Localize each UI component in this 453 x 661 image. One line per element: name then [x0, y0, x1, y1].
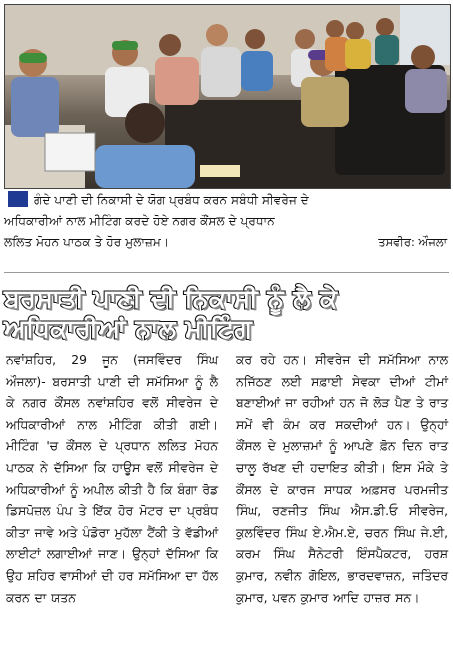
caption-line-3: ਲਲਿਤ ਮੋਹਨ ਪਾਠਕ ਤੇ ਹੋਰ ਮੁਲਾਜ਼ਮ। [4, 235, 170, 249]
meeting-photo-icon [5, 5, 450, 188]
photo-caption [4, 190, 449, 260]
article-text-column-2: ਕਰ ਰਹੇ ਹਨ। ਸੀਵਰੇਜ ਦੀ ਸਮੱਸਿਆ ਨਾਲ ਨਜਿੱਠਣ ਲਈ ਸਫ਼ਾਈ ਸੇਵਕਾ ਦੀਆਂ ਟੀਮਾਂ ਬਣਾਈਆਂ ਜਾ ਰਹੀਆਂ ਹਨ ਜੋ ਲੋੜ ਪੈਣ ਤੇ ਰਾਤ ਸਮੇਂ ਵੀ ਕੰਮ ਕਰ ਸਕਦੀਆਂ ਹਨ। ਉਨ੍ਹਾਂ ਕੌਂਸਲ ਦੇ ਮੁਲਾਜ਼ਮਾਂ ਨੂੰ ਆਪਣੇ ਫ਼ੋਨ ਦਿਨ ਰਾਤ ਚਾਲੂ ਰੱਖਣ ਦੀ ਹਦਾਇਤ ਕੀਤੀ। ਇਸ ਮੌਕੇ ਤੇ ਕੌਂਸਲ ਦੇ ਕਾਰਜ ਸਾਧਕ ਅਫ਼ਸਰ ਪਰਮਜੀਤ ਸਿੰਘ, ਰਣਜੀਤ ਸਿੰਘ ਐਸ.ਡੀ.ਓ ਸੀਵਰੇਜ, ਕੁਲਵਿੰਦਰ ਸਿੰਘ ਏ.ਐਮ.ਏ, ਚਰਨ ਸਿੰਘ ਜੇ.ਈ, ਕਰਮ ਸਿੰਘ ਸੈਨੇਟਰੀ ਇੰਸਪੈਕਟਰ, ਹਰਸ਼ ਕੁਮਾਰ, ਨਵੀਨ ਗੋਇਲ, ਭਾਰਦਵਾਜ਼ਨ, ਜਤਿੰਦਰ ਕੁਮਾਰ, ਪਵਨ ਕੁਮਾਰ ਆਦਿ ਹਾਜ਼ਰ ਸਨ। [236, 353, 448, 605]
caption-line-2: ਅਧਿਕਾਰੀਆਂ ਨਾਲ ਮੀਟਿੰਗ ਕਰਦੇ ਹੋਏ ਨਗਰ ਕੌਂਸਲ ਦੇ ਪ੍ਰਧਾਨ [4, 214, 275, 228]
caption-bullet-icon [8, 191, 28, 207]
article-column-1 [6, 350, 218, 656]
meeting-photo [4, 4, 451, 189]
article-text-column-1: ਨਵਾਂਸ਼ਹਿਰ, 29 ਜੂਨ (ਜਸਵਿੰਦਰ ਸਿੰਘ ਔਜਲਾ)- ਬਰਸਾਤੀ ਪਾਣੀ ਦੀ ਸਮੱਸਿਆ ਨੂੰ ਲੈ ਕੇ ਨਗਰ ਕੌਂਸਲ ਨਵਾਂਸ਼ਹਿਰ ਵਲੋਂ ਸੀਵਰੇਜ ਦੇ ਅਧਿਕਾਰੀਆਂ ਨਾਲ ਮੀਟਿੰਗ ਕੀਤੀ ਗਈ। ਮੀਟਿੰਗ 'ਚ ਕੌਂਸਲ ਦੇ ਪ੍ਰਧਾਨ ਲਲਿਤ ਮੋਹਨ ਪਾਠਕ ਨੇ ਦੱਸਿਆ ਕਿ ਹਾਊਸ ਵਲੋਂ ਸੀਵਰੇਜ ਦੇ ਅਧਿਕਾਰੀਆਂ ਨੂੰ ਅਪੀਲ ਕੀਤੀ ਹੈ ਕਿ ਬੰਗਾ ਰੋਡ ਡਿਸਪੋਜ਼ਲ ਪੰਪ ਤੇ ਇੱਕ ਹੋਰ ਮੋਟਰ ਦਾ ਪ੍ਰਬੰਧ ਕੀਤਾ ਜਾਵੇ ਅਤੇ ਪੰਡੋਰਾ ਮੁਹੱਲਾ ਟੈਂਕੀ ਤੇ ਵੱਡੀਆਂ ਲਾਈਟਾਂ ਲਗਾਈਆਂ ਜਾਣ। ਉਨ੍ਹਾਂ ਦੱਸਿਆ ਕਿ ਉਹ ਸ਼ਹਿਰ ਵਾਸੀਆਂ ਦੀ ਹਰ ਸਮੱਸਿਆ ਦਾ ਹੱਲ ਕਰਨ ਦਾ ਯਤਨ [6, 353, 218, 605]
caption-line-1 [4, 190, 449, 211]
caption-text-1: ਗੰਦੇ ਪਾਣੀ ਦੀ ਨਿਕਾਸੀ ਦੇ ਯੋਗ ਪ੍ਰਬੰਧ ਕਰਨ ਸਬੰਧੀ ਸੀਵਰੇਜ ਦੇ [34, 193, 309, 207]
headline: ਬਰਸਾਤੀ ਪਾਣੀ ਦੀ ਨਿਕਾਸੀ ਨੂੰ ਲੈ ਕੇ ਅਧਿਕਾਰੀਆਂ ਨਾਲ ਮੀਟਿੰਗ [4, 284, 338, 343]
photo-credit: ਤਸਵੀਰ: ਔਜਲਾ [378, 235, 447, 249]
article-body [6, 350, 448, 656]
article-column-2 [236, 350, 448, 656]
divider [4, 272, 449, 273]
